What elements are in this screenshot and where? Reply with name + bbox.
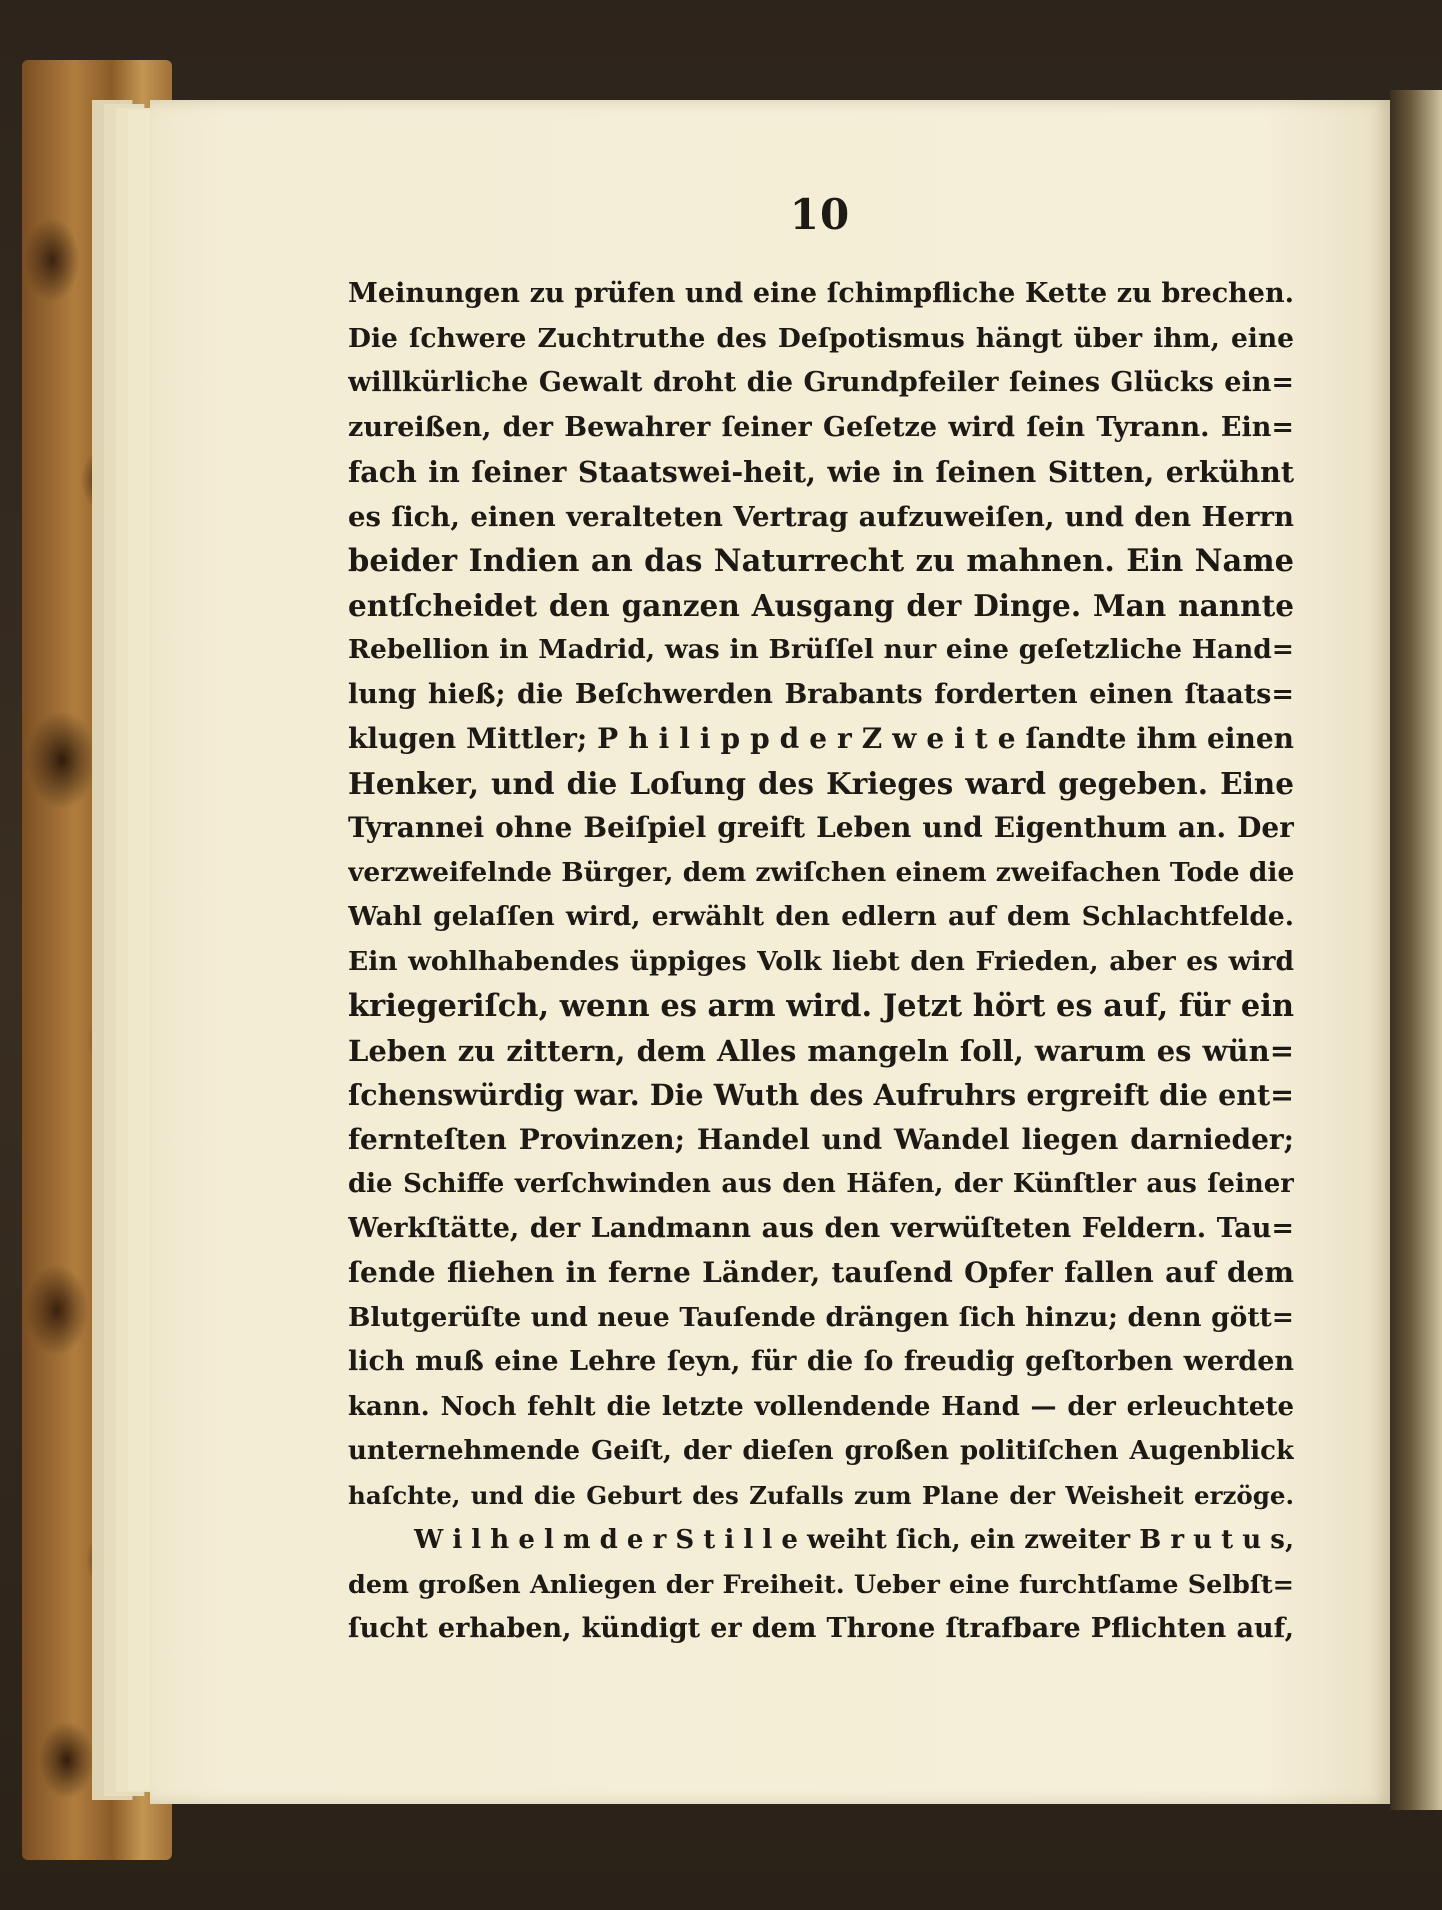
text-line: ſende fliehen in ferne Länder, tauſend Opfer fallen auf dem <box>348 1256 1294 1289</box>
text-line: Blutgerüſte und neue Tauſende drängen ſich hinzu; denn gött= <box>348 1301 1294 1333</box>
text-line: beider Indien an das Naturrecht zu mahnen. Ein Name <box>348 543 1294 579</box>
text-line: verzweifelnde Bürger, dem zwiſchen einem zweifachen Tode die <box>348 856 1294 888</box>
text-line: Wahl gelaſſen wird, erwählt den edlern auf dem Schlachtfelde. <box>348 901 1294 932</box>
text-line: ſchenswürdig war. Die Wuth des Aufruhrs ergreift die ent= <box>348 1078 1294 1112</box>
page-number: 10 <box>789 190 851 239</box>
text-line: fach in ſeiner Staatswei-heit, wie in ſeinen Sitten, erkühnt <box>348 455 1294 489</box>
text-line: Ein wohlhabendes üppiges Volk liebt den Frieden, aber es wird <box>348 945 1294 977</box>
text-line: die Schiffe verſchwinden aus den Häfen, der Künſtler aus ſeiner <box>348 1169 1294 1199</box>
text-line: Meinungen zu prüfen und eine ſchimpfliche Kette zu brechen. <box>348 278 1294 309</box>
body-text <box>348 272 1294 1652</box>
text-line: Tyrannei ohne Beiſpiel greift Leben und Eigenthum an. Der <box>348 811 1294 844</box>
text-line-paragraph-start: W i l h e l m d e r S t i l l e weiht ſich, ein zweiter B r u t u s, <box>414 1525 1294 1555</box>
text-line: ſucht erhaben, kündigt er dem Throne ſtrafbare Pflichten auf, <box>348 1613 1294 1644</box>
text-line: willkürliche Gewalt droht die Grundpfeiler ſeines Glücks ein= <box>348 367 1294 398</box>
text-line: klugen Mittler; P h i l i p p d e r Z w e i t e ſandte ihm einen <box>348 722 1294 755</box>
text-line: haſchte, und die Geburt des Zufalls zum Plane der Weisheit erzöge. <box>348 1480 1294 1510</box>
text-line: unternehmende Geiſt, der dieſen großen politiſchen Augenblick <box>348 1436 1294 1466</box>
text-line: Henker, und die Loſung des Krieges ward gegeben. Eine <box>348 765 1294 801</box>
text-line: es ſich, einen veralteten Vertrag aufzuweiſen, und den Herrn <box>348 500 1294 533</box>
text-line: fernteſten Provinzen; Handel und Wandel liegen darnieder; <box>348 1122 1294 1156</box>
text-line: Werkſtätte, der Landmann aus den verwüſteten Feldern. Tau= <box>348 1212 1294 1244</box>
text-line: kann. Noch fehlt die letzte vollendende Hand — der erleuchtete <box>348 1391 1294 1422</box>
text-line: zureißen, der Bewahrer ſeiner Geſetze wird ſein Tyrann. Ein= <box>348 411 1294 443</box>
text-line: Rebellion in Madrid, was in Brüſſel nur eine geſetzliche Hand= <box>348 634 1294 665</box>
text-line: lich muß eine Lehre ſeyn, für die ſo freudig geſtorben werden <box>348 1346 1294 1377</box>
text-line: Die ſchwere Zuchtruthe des Deſpotismus hängt über ihm, eine <box>348 322 1294 354</box>
text-line: dem großen Anliegen der Freiheit. Ueber eine furchtſame Selbſt= <box>348 1569 1294 1600</box>
text-line: kriegeriſch, wenn es arm wird. Jetzt hört es auf, für ein <box>348 988 1294 1024</box>
book-gutter <box>1390 90 1442 1810</box>
text-line: lung hieß; die Beſchwerden Brabants forderten einen ſtaats= <box>348 678 1294 710</box>
text-line: Leben zu zittern, dem Alles mangeln ſoll, warum es wün= <box>348 1033 1294 1068</box>
text-line: entſcheidet den ganzen Ausgang der Dinge. Man nannte <box>348 587 1294 623</box>
